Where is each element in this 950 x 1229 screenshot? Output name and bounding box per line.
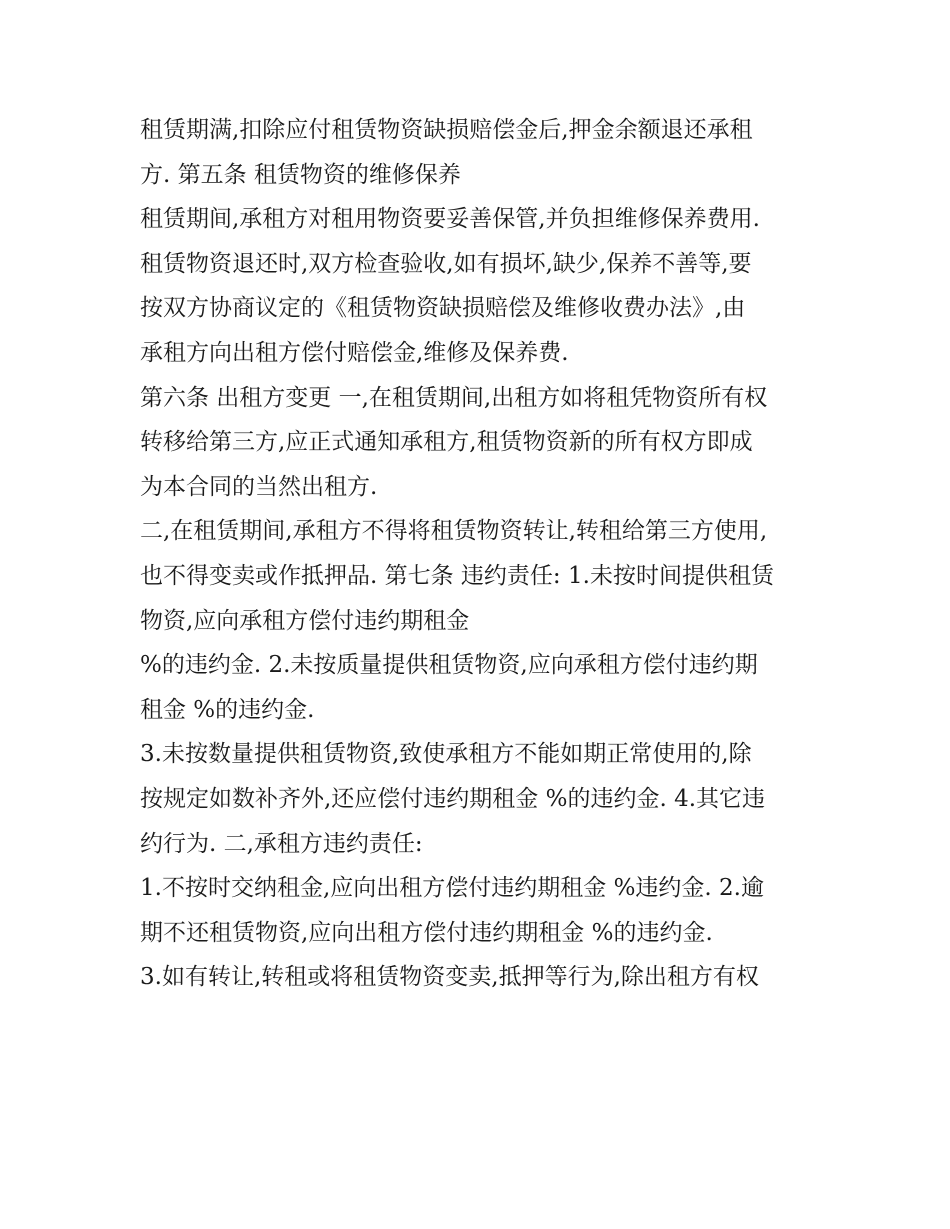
- text-line: 二,在租赁期间,承租方不得将租赁物资转让,转租给第三方使用,: [140, 518, 768, 545]
- text-line: 约行为. 二,承租方违约责任:: [140, 830, 423, 857]
- text-line: 按双方协商议定的《租赁物资缺损赔偿及维修收费办法》,由: [140, 295, 746, 322]
- text-line: 按规定如数补齐外,还应偿付违约期租金 %的违约金. 4.其它违: [140, 785, 766, 812]
- text-line: 也不得变卖或作抵押品. 第七条 违约责任: 1.未按时间提供租赁: [140, 562, 774, 589]
- text-line: 承租方向出租方偿付赔偿金,维修及保养费.: [140, 339, 569, 366]
- text-line: 期不还租赁物资,应向出租方偿付违约期租金 %的违约金.: [140, 919, 713, 946]
- text-line: 物资,应向承租方偿付违约期租金: [140, 607, 470, 634]
- text-line: 3.如有转让,转租或将租赁物资变卖,抵押等行为,除出租方有权: [140, 964, 759, 991]
- text-line: 3.未按数量提供租赁物资,致使承租方不能如期正常使用的,除: [140, 741, 752, 768]
- text-line: 租赁物资退还时,双方检查验收,如有损坏,缺少,保养不善等,要: [140, 250, 752, 277]
- text-line: 租赁期间,承租方对租用物资要妥善保管,并负担维修保养费用.: [140, 206, 760, 233]
- text-line: 租金 %的违约金.: [140, 696, 315, 723]
- document-body: [140, 108, 820, 1000]
- text-line: %的违约金. 2.未按质量提供租赁物资,应向承租方偿付违约期: [140, 652, 758, 679]
- text-line: 为本合同的当然出租方.: [140, 473, 378, 500]
- text-line: 转移给第三方,应正式通知承租方,租赁物资新的所有权方即成: [140, 429, 753, 456]
- text-line: 1.不按时交纳租金,应向出租方偿付违约期租金 %违约金. 2.逾: [140, 875, 764, 902]
- text-line: 第六条 出租方变更 一,在租赁期间,出租方如将租凭物资所有权: [140, 384, 768, 411]
- text-line: 方. 第五条 租赁物资的维修保养: [140, 161, 461, 188]
- text-line: 租赁期满,扣除应付租赁物资缺损赔偿金后,押金余额退还承租: [140, 117, 753, 143]
